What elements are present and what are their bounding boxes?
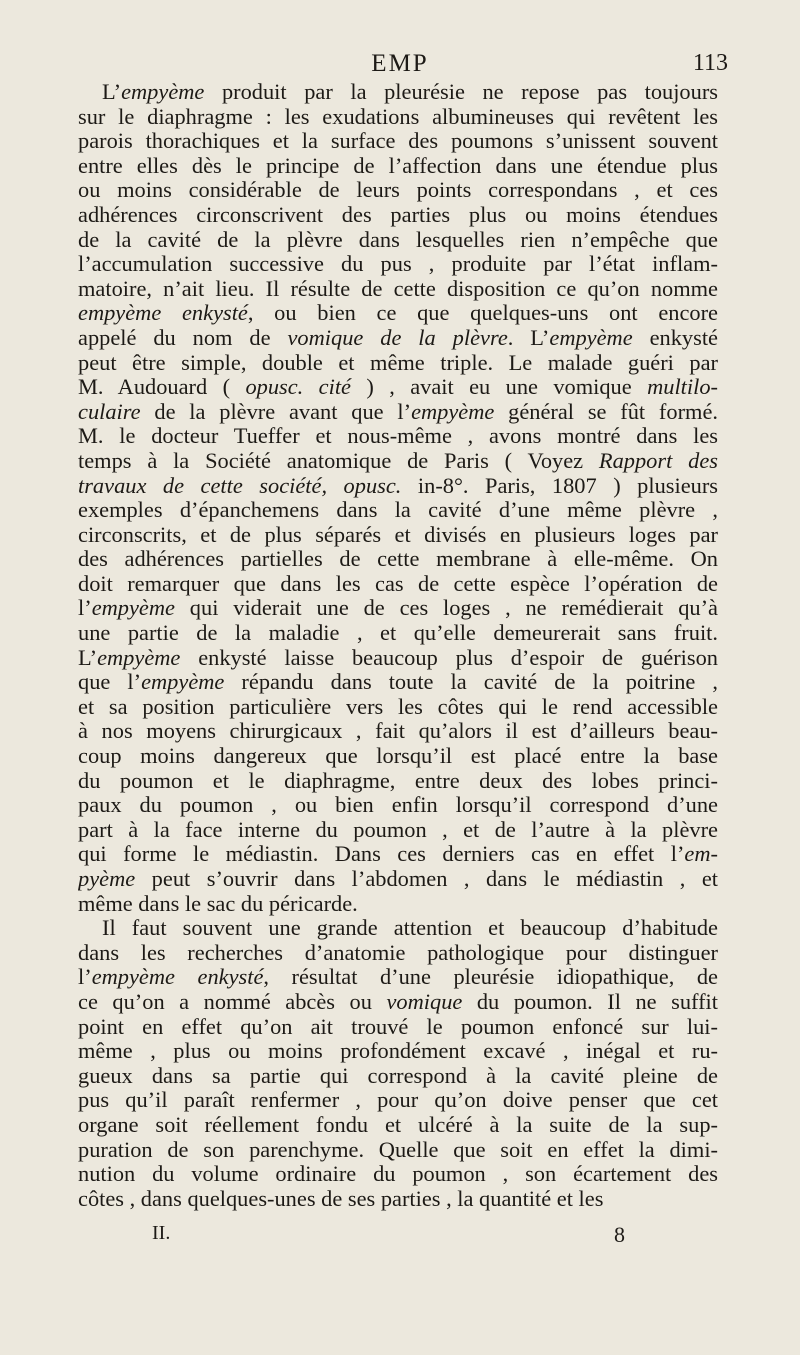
text-line (78, 646, 718, 671)
text-line (78, 621, 718, 646)
text-line (78, 1162, 718, 1187)
text-line (78, 867, 718, 892)
text-run: du poumon. Il ne suffit (462, 989, 718, 1014)
text-run: ) , avait eu une vomique (350, 375, 648, 400)
text-run: produit par la pleurésie ne repose pas toujours (204, 80, 718, 104)
text-line (78, 400, 718, 425)
italic-run: empyème enkysté (78, 301, 248, 326)
text-run: général se fût formé. (494, 399, 718, 424)
italic-run: travaux de cette société, opusc. (78, 473, 402, 498)
text-run: gueux dans sa partie qui correspond à la cavité pleine de (78, 1063, 718, 1088)
text-run: ou moins considérable de leurs points correspondans , et ces (78, 178, 718, 203)
text-line (78, 228, 718, 253)
italic-run: multilo- (647, 375, 718, 400)
body-text (78, 80, 718, 1211)
text-line (78, 129, 718, 154)
text-line (78, 916, 718, 941)
text-run: l’ (78, 596, 92, 621)
text-line (78, 965, 718, 990)
text-line (78, 203, 718, 228)
text-run: M. Audouard ( (78, 375, 246, 400)
text-line (78, 818, 718, 843)
italic-run: empyème enkysté (91, 965, 264, 990)
text-line (78, 154, 718, 179)
italic-run: empyème (411, 399, 495, 424)
text-line (78, 351, 718, 376)
text-line (78, 252, 718, 277)
page-footer (0, 1222, 800, 1252)
text-run: circonscrits, et de plus séparés et divisés en plusieurs loges par (78, 522, 718, 547)
text-run: que l’ (78, 670, 142, 695)
text-line (78, 1088, 718, 1113)
text-run: L’ (102, 80, 122, 104)
text-run: du poumon et le diaphragme, entre deux des lobes princi- (78, 768, 718, 793)
text-line (78, 301, 718, 326)
text-run: côtes , dans quelques-unes de ses parties , la quantité et les (78, 1186, 604, 1211)
text-line (78, 1187, 718, 1212)
text-run: temps à la Société anatomique de Paris ( Voyez (78, 448, 599, 473)
italic-run: vomique (386, 989, 463, 1014)
text-run: in-8°. Paris, 1807 ) plusieurs (401, 473, 718, 498)
text-run: répandu dans toute la cavité de la poitrine , (224, 670, 718, 695)
text-line (78, 744, 718, 769)
text-run: M. le docteur Tueffer et nous-même , avons montré dans les (78, 424, 718, 449)
text-run: Il faut souvent une grande attention et beaucoup d’habitude (102, 916, 718, 941)
running-head: EMP (371, 50, 429, 77)
text-line (78, 695, 718, 720)
text-run: des adhérences partielles de cette membrane à elle-même. On (78, 547, 718, 572)
italic-run: empyème (141, 670, 225, 695)
text-line (78, 1015, 718, 1040)
text-run: à nos moyens chirurgicaux , fait qu’alors il est d’ailleurs beau- (78, 719, 718, 744)
italic-run: pyème (78, 867, 136, 891)
text-run: qui forme le médiastin. Dans ces derniers cas en effet l’ (78, 842, 685, 867)
text-line (78, 670, 718, 695)
text-run: enkysté laisse beaucoup plus d’espoir de guérison (180, 645, 718, 670)
text-line (78, 1113, 718, 1138)
text-line (78, 1064, 718, 1089)
text-run: part à la face interne du poumon , et de l’autre à la plèvre (78, 817, 718, 842)
text-run: nution du volume ordinaire du poumon , son écartement des (78, 1162, 718, 1187)
text-run: matoire, n’ait lieu. Il résulte de cette disposition ce qu’on nomme (78, 276, 718, 301)
italic-run: opusc. cité (245, 375, 351, 400)
text-run: , résultat d’une pleurésie idiopathique, de (263, 965, 718, 990)
text-run: organe soit réellement fondu et ulcéré à la suite de la sup- (78, 1112, 718, 1137)
text-run: l’accumulation successive du pus , produite par l’état inflam- (78, 252, 718, 277)
text-line (78, 769, 718, 794)
text-line (78, 449, 718, 474)
italic-run: vomique de la plèvre (287, 325, 508, 350)
text-run: dans les recherches d’anatomie pathologique pour distinguer (78, 940, 718, 965)
text-line (78, 424, 718, 449)
text-line (78, 474, 718, 499)
text-run: adhérences circonscrivent des parties plus ou moins étendues (78, 202, 718, 227)
text-line (78, 596, 718, 621)
text-line (78, 793, 718, 818)
text-run: doit remarquer que dans les cas de cette espèce l’opération de (78, 571, 718, 596)
italic-run: empyème (97, 645, 181, 670)
text-run: et sa position particulière vers les côtes qui le rend accessible (78, 694, 718, 719)
text-run: peut être simple, double et même triple. Le malade guéri par (78, 350, 718, 375)
text-run: appelé du nom de (78, 325, 288, 350)
text-line (78, 941, 718, 966)
text-line (78, 842, 718, 867)
signature-mark: II. (152, 1222, 171, 1244)
text-run: sur le diaphragme : les exudations albumineuses qui revêtent les (78, 104, 718, 129)
text-line (78, 990, 718, 1015)
italic-run: empyème (121, 80, 205, 104)
italic-run: Rapport des (598, 448, 718, 473)
italic-run: em- (684, 842, 718, 867)
text-run: pus qu’il paraît renfermer , pour qu’on doive penser que cet (78, 1088, 718, 1113)
text-line (78, 80, 718, 105)
text-line (78, 375, 718, 400)
text-line (78, 523, 718, 548)
italic-run: culaire (78, 399, 141, 424)
text-run: qui viderait une de ces loges , ne remédierait qu’à (174, 596, 718, 621)
text-run: exemples d’épanchemens dans la cavité d’une même plèvre , (78, 498, 718, 523)
text-run: puration de son parenchyme. Quelle que soit en effet la dimi- (78, 1137, 718, 1162)
italic-run: empyème (549, 325, 633, 350)
text-run: l’ (78, 965, 92, 990)
text-run: enkysté (632, 325, 718, 350)
text-line (78, 1138, 718, 1163)
text-run: , ou bien ce que quelques-uns ont encore (247, 301, 718, 326)
text-line (78, 498, 718, 523)
text-line (78, 178, 718, 203)
text-run: entre elles dès le principe de l’affection dans une étendue plus (78, 153, 718, 178)
italic-run: empyème (91, 596, 175, 621)
text-run: même dans le sac du péricarde. (78, 891, 358, 916)
text-line (78, 1039, 718, 1064)
text-run: peut s’ouvrir dans l’abdomen , dans le médiastin , et (135, 867, 718, 891)
page-number: 113 (692, 50, 728, 76)
text-run: parois thorachiques et la surface des poumons s’unissent souvent (78, 129, 718, 154)
text-run: . L’ (507, 325, 550, 350)
text-run: même , plus ou moins profondément excavé , inégal et ru- (78, 1039, 718, 1064)
text-line (78, 719, 718, 744)
page-header (0, 50, 800, 80)
text-line (78, 572, 718, 597)
text-line (78, 547, 718, 572)
text-run: coup moins dangereux que lorsqu’il est placé entre la base (78, 744, 718, 769)
text-line (78, 277, 718, 302)
text-run: de la plèvre avant que l’ (140, 399, 412, 424)
text-line (78, 892, 718, 917)
text-line (78, 326, 718, 351)
text-run: paux du poumon , ou bien enfin lorsqu’il correspond d’une (78, 793, 718, 818)
text-run: L’ (78, 645, 98, 670)
text-run: une partie de la maladie , et qu’elle demeurerait sans fruit. (78, 621, 718, 646)
text-run: de la cavité de la plèvre dans lesquelles rien n’empêche que (78, 227, 718, 252)
text-line (78, 105, 718, 130)
signature-number: 8 (614, 1222, 625, 1247)
text-run: ce qu’on a nommé abcès ou (78, 989, 387, 1014)
text-run: point en effet qu’on ait trouvé le poumon enfoncé sur lui- (78, 1014, 718, 1039)
